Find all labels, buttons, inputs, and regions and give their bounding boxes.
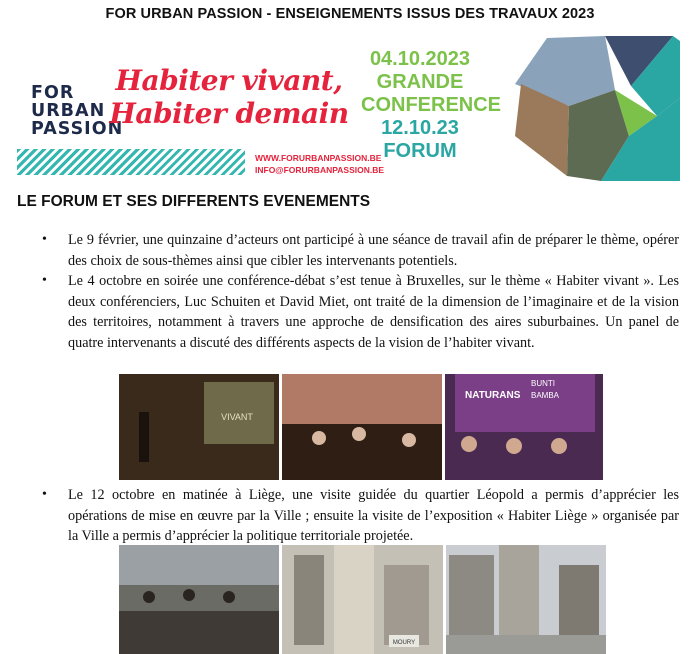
photo-screen-text: VIVANT xyxy=(221,412,253,422)
striped-band xyxy=(17,149,245,175)
bullet-text: Le 9 février, une quinzaine d’acteurs ont participé à une séance de travail afin de préparer le thème, opérer des choix de sous-thèmes ainsi que cibler les intervenants potentiels. xyxy=(68,232,679,269)
website-link[interactable]: WWW.FORURBANPASSION.BE xyxy=(255,153,382,163)
section-title: LE FORUM ET SES DIFFERENTS EVENEMENTS xyxy=(17,193,371,210)
list-item xyxy=(22,230,679,271)
conference-photo-strip xyxy=(119,374,603,480)
logo-line-3: PASSION xyxy=(31,119,124,139)
liege-visit-photo-strip xyxy=(119,545,606,654)
photo-sign-text: MOURY xyxy=(392,640,416,646)
forum-date: 12.10.23 xyxy=(381,117,459,139)
bullet-text: Le 4 octobre en soirée une conférence-débat s’est tenue à Bruxelles, sur le thème « Habiter vivant ». Les deux conférenciers, Luc Schuiten et David Miet, ont traité de la dimension de l’imaginaire et de la vision des territoires, notamment à travers une approche de densification des aires suburbaines. Un panel de quatre intervenants a discuté des différents aspects de la vision de l’habiter vivant. xyxy=(68,273,679,351)
bullet-icon: • xyxy=(42,487,47,502)
bullet-icon: • xyxy=(42,273,47,289)
slogan-line-1: Habiter vivant, xyxy=(115,64,343,97)
list-item xyxy=(22,271,679,353)
architecture-photo-collage xyxy=(497,36,680,181)
event-banner xyxy=(17,36,680,181)
photo-screen-text: NATURANS xyxy=(465,390,521,401)
bullet-list-1 xyxy=(22,230,679,354)
list-item xyxy=(22,485,679,547)
banner-slogan xyxy=(109,64,349,130)
document-title: FOR URBAN PASSION - ENSEIGNEMENTS ISSUS DES TRAVAUX 2023 xyxy=(105,6,595,22)
photo-screen-text: BUNTI xyxy=(531,379,555,388)
logo-line-2: URBAN xyxy=(31,101,106,121)
email-link[interactable]: INFO@FORURBANPASSION.BE xyxy=(255,165,385,175)
conference-label-2: CONFERENCE xyxy=(361,94,502,116)
logo-line-1: FOR xyxy=(31,83,75,103)
bullet-text: Le 12 octobre en matinée à Liège, une visite guidée du quartier Léopold a permis d’apprécier les opérations de mise en œuvre par la Ville ; ensuite la visite de l’exposition « Habiter Liège » organisée par la Ville a permis d’apprécier la politique territoriale projetée. xyxy=(68,487,679,545)
conference-label-1: GRANDE xyxy=(376,71,464,93)
photo-screen-text: BAMBA xyxy=(531,391,560,400)
bullet-list-2 xyxy=(22,485,679,547)
conference-date: 04.10.2023 xyxy=(369,48,471,70)
bullet-icon: • xyxy=(42,232,47,247)
event-dates xyxy=(361,48,502,163)
slogan-line-2: Habiter demain xyxy=(109,97,349,130)
forum-label: FORUM xyxy=(383,140,457,162)
